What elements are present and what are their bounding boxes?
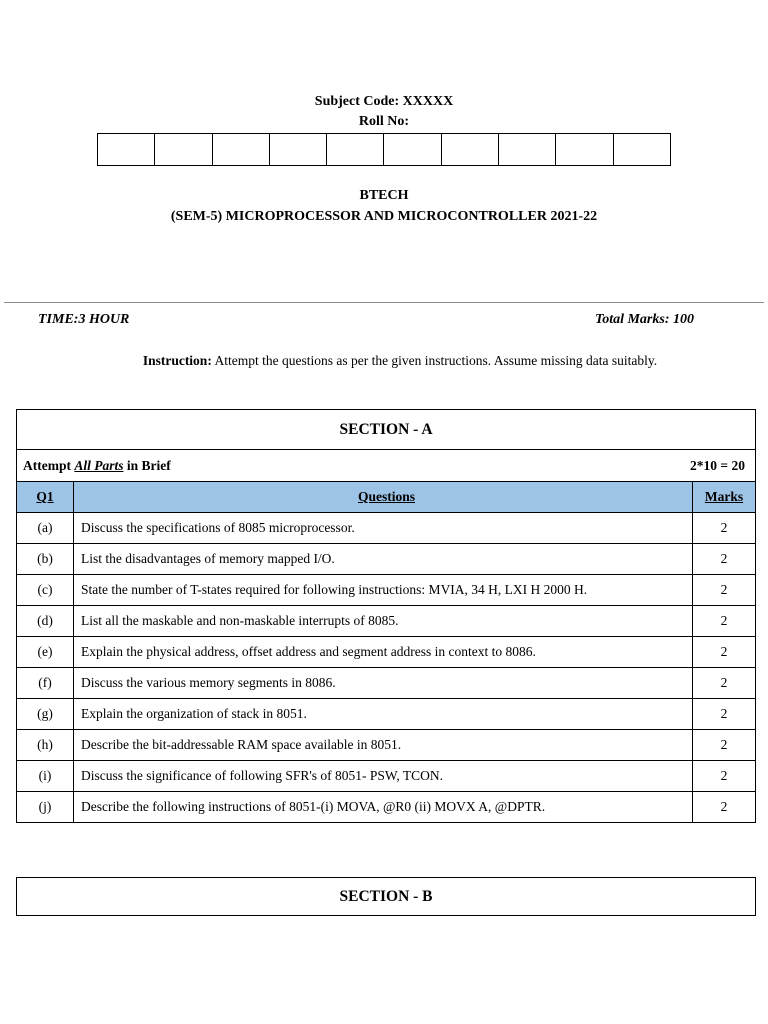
roll-digit-box [270, 134, 327, 165]
attempt-prefix: Attempt [23, 457, 71, 473]
roll-digit-box [327, 134, 384, 165]
question-text: Describe the following instructions of 8051-(i) MOVA, @R0 (ii) MOVX A, @DPTR. [74, 792, 693, 823]
roll-digit-box [614, 134, 670, 165]
attempt-row [17, 450, 755, 482]
roll-digit-box [384, 134, 441, 165]
question-part: (f) [17, 668, 74, 699]
questions-table [17, 482, 755, 822]
question-part: (a) [17, 513, 74, 544]
question-text: Explain the organization of stack in 8051. [74, 699, 693, 730]
question-text: Describe the bit-addressable RAM space available in 8051. [74, 730, 693, 761]
question-text: List the disadvantages of memory mapped I/O. [74, 544, 693, 575]
question-part: (c) [17, 575, 74, 606]
column-header-questions: Questions [74, 482, 693, 513]
table-row [17, 513, 755, 544]
roll-digit-box [556, 134, 613, 165]
question-text: List all the maskable and non-maskable interrupts of 8085. [74, 606, 693, 637]
question-text: Discuss the significance of following SFR's of 8051- PSW, TCON. [74, 761, 693, 792]
instruction [0, 353, 768, 369]
question-marks: 2 [693, 792, 756, 823]
attempt-emphasis: All Parts [74, 457, 124, 473]
program-name: BTECH [359, 188, 409, 203]
attempt-instruction [23, 458, 171, 474]
roll-digit-box [442, 134, 499, 165]
table-row [17, 637, 755, 668]
roll-digit-box [98, 134, 155, 165]
table-row [17, 544, 755, 575]
question-part: (j) [17, 792, 74, 823]
table-row [17, 606, 755, 637]
roll-digit-box [155, 134, 212, 165]
column-header-q1: Q1 [17, 482, 74, 513]
question-text: Discuss the various memory segments in 8086. [74, 668, 693, 699]
exam-time: TIME:3 HOUR [38, 312, 130, 327]
question-marks: 2 [693, 544, 756, 575]
instruction-label: Instruction: [142, 353, 212, 368]
question-marks: 2 [693, 637, 756, 668]
table-row [17, 575, 755, 606]
question-text: State the number of T-states required for following instructions: MVIA, 34 H, LXI H 2000 H. [74, 575, 693, 606]
question-marks: 2 [693, 699, 756, 730]
table-row [17, 699, 755, 730]
question-text: Discuss the specifications of 8085 microprocessor. [74, 513, 693, 544]
question-marks: 2 [693, 668, 756, 699]
total-marks: Total Marks: 100 [594, 312, 694, 327]
course-title: (SEM-5) MICROPROCESSOR AND MICROCONTROLLER 2021-22 [170, 209, 598, 224]
instruction-text: Attempt the questions as per the given instructions. Assume missing data suitably. [214, 353, 658, 368]
question-part: (g) [17, 699, 74, 730]
marks-formula: 2*10 = 20 [690, 457, 745, 473]
table-row [17, 668, 755, 699]
table-row [17, 792, 755, 823]
table-row [17, 730, 755, 761]
attempt-suffix: in Brief [126, 457, 171, 473]
header-divider [4, 302, 764, 303]
question-marks: 2 [693, 606, 756, 637]
question-part: (b) [17, 544, 74, 575]
question-marks: 2 [693, 575, 756, 606]
section-a [16, 409, 756, 823]
question-marks: 2 [693, 761, 756, 792]
question-marks: 2 [693, 730, 756, 761]
table-header-row [17, 482, 755, 513]
question-part: (i) [17, 761, 74, 792]
question-part: (h) [17, 730, 74, 761]
question-part: (e) [17, 637, 74, 668]
question-text: Explain the physical address, offset address and segment address in context to 8086. [74, 637, 693, 668]
roll-no-label: Roll No: [358, 114, 410, 129]
table-row [17, 761, 755, 792]
question-marks: 2 [693, 513, 756, 544]
roll-digit-box [213, 134, 270, 165]
question-part: (d) [17, 606, 74, 637]
section-a-title: SECTION - A [17, 410, 755, 450]
section-b-title: SECTION - B [16, 877, 756, 916]
roll-digit-box [499, 134, 556, 165]
subject-code: Subject Code: XXXXX [314, 94, 454, 109]
column-header-marks: Marks [693, 482, 756, 513]
roll-number-boxes [97, 133, 671, 166]
